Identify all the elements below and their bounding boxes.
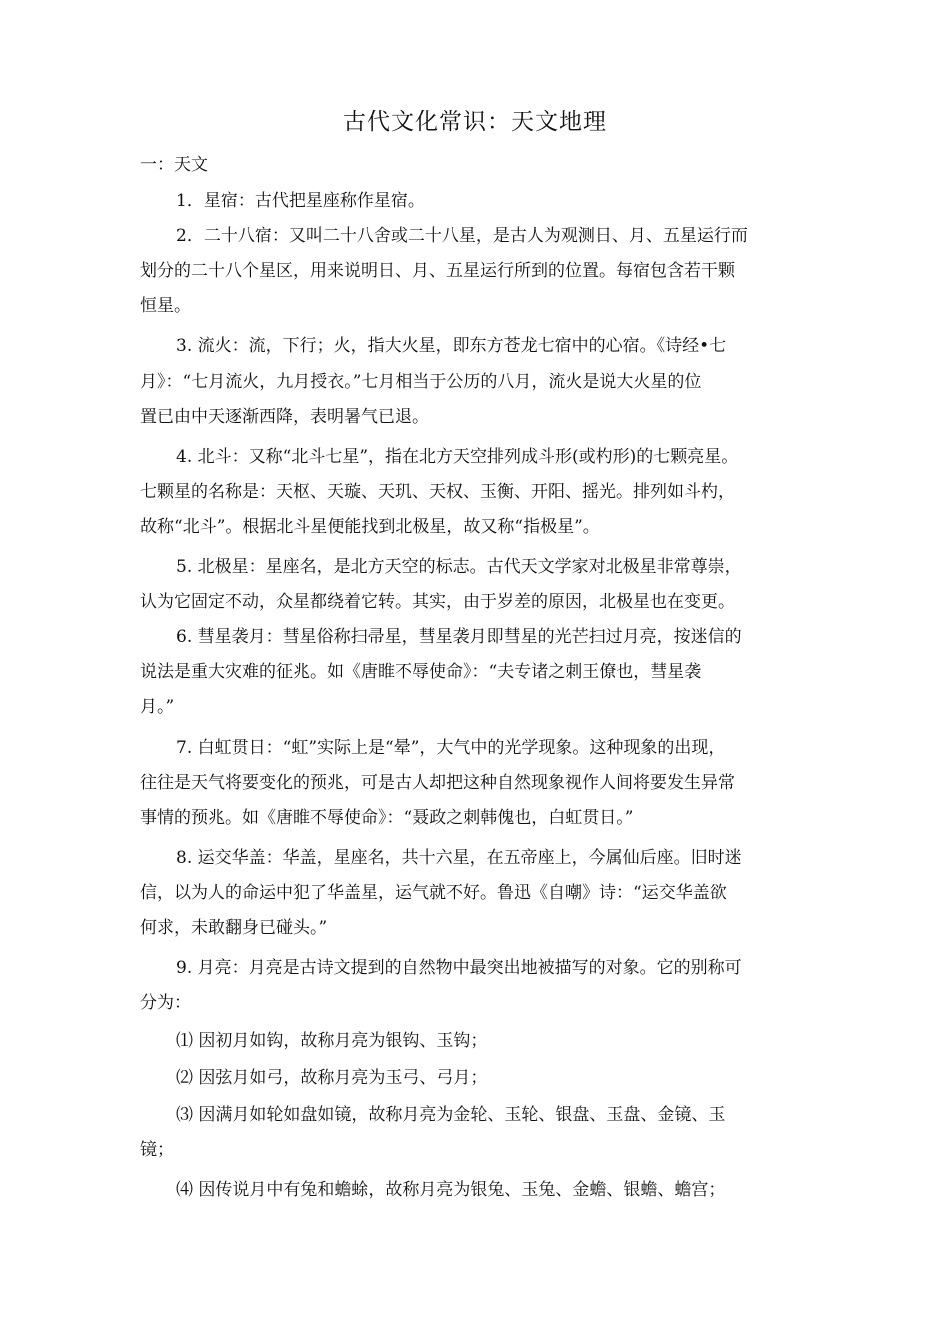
text-line: 5. 北极星：星座名，是北方天空的标志。古代天文学家对北极星非常尊崇， — [176, 557, 742, 577]
text-line: 说法是重大灾难的征兆。如《唐睢不辱使命》：“夫专诸之刺王僚也，彗星袭 — [140, 662, 702, 682]
text-line: 划分的二十八个星区，用来说明日、月、五星运行所到的位置。每宿包含若干颗 — [140, 261, 735, 281]
text-line: 认为它固定不动，众星都绕着它转。其实，由于岁差的原因，北极星也在变更。 — [140, 592, 735, 612]
text-line: ⑷ 因传说月中有兔和蟾蜍，故称月亮为银兔、玉兔、金蟾、银蟾、蟾宫； — [176, 1180, 726, 1200]
text-line: 8. 运交华盖：华盖，星座名，共十六星，在五帝座上，今属仙后座。旧时迷 — [176, 848, 742, 868]
text-line: 7. 白虹贯日：“虹”实际上是“晕”，大气中的光学现象。这种现象的出现， — [176, 738, 726, 758]
section-heading: 一：天文 — [140, 155, 208, 175]
text-line: 何求，未敢翻身已碰头。” — [140, 918, 328, 938]
text-line: 3. 流火：流，下行；火，指大火星，即东方苍龙七宿中的心宿。《诗经•七 — [176, 336, 727, 356]
text-line: 4. 北斗：又称“北斗七星”，指在北方天空排列成斗形(或杓形)的七颗亮星。 — [176, 447, 739, 467]
text-line: 月》：“七月流火，九月授衣。”七月相当于公历的八月，流火是说大火星的位 — [140, 372, 702, 392]
text-line: ⑵ 因弦月如弓，故称月亮为玉弓、弓月； — [176, 1068, 488, 1088]
text-line: 信，以为人的命运中犯了华盖星，运气就不好。鲁迅《自嘲》诗：“运交华盖欲 — [140, 883, 727, 903]
text-line: ⑴ 因初月如钩，故称月亮为银钩、玉钩； — [176, 1031, 488, 1051]
text-line: 月。” — [140, 697, 175, 717]
text-line: 置已由中天逐渐西降，表明暑气已退。 — [140, 407, 429, 427]
text-line: 9. 月亮：月亮是古诗文提到的自然物中最突出地被描写的对象。它的别称可 — [176, 958, 742, 978]
text-line: 2．二十八宿：又叫二十八舍或二十八星，是古人为观测日、月、五星运行而 — [176, 226, 748, 246]
text-line: 1．星宿：古代把星座称作星宿。 — [176, 191, 425, 211]
text-line: 恒星。 — [140, 296, 191, 316]
text-line: 分为： — [140, 993, 191, 1013]
text-line: 事情的预兆。如《唐睢不辱使命》：“聂政之刺韩傀也，白虹贯日。” — [140, 808, 634, 828]
text-line: 镜； — [140, 1140, 174, 1160]
text-line: 6. 彗星袭月：彗星俗称扫帚星，彗星袭月即彗星的光芒扫过月亮，按迷信的 — [176, 627, 742, 647]
text-line: 故称“北斗”。根据北斗星便能找到北极星，故又称“指极星”。 — [140, 517, 600, 537]
text-line: 往往是天气将要变化的预兆，可是古人却把这种自然现象视作人间将要发生异常 — [140, 773, 735, 793]
text-line: ⑶ 因满月如轮如盘如镜，故称月亮为金轮、玉轮、银盘、玉盘、金镜、玉 — [176, 1105, 726, 1125]
document-title: 古代文化常识：天文地理 — [343, 109, 607, 135]
text-line: 七颗星的名称是：天枢、天璇、天玑、天权、玉衡、开阳、摇光。排列如斗杓， — [140, 482, 735, 502]
